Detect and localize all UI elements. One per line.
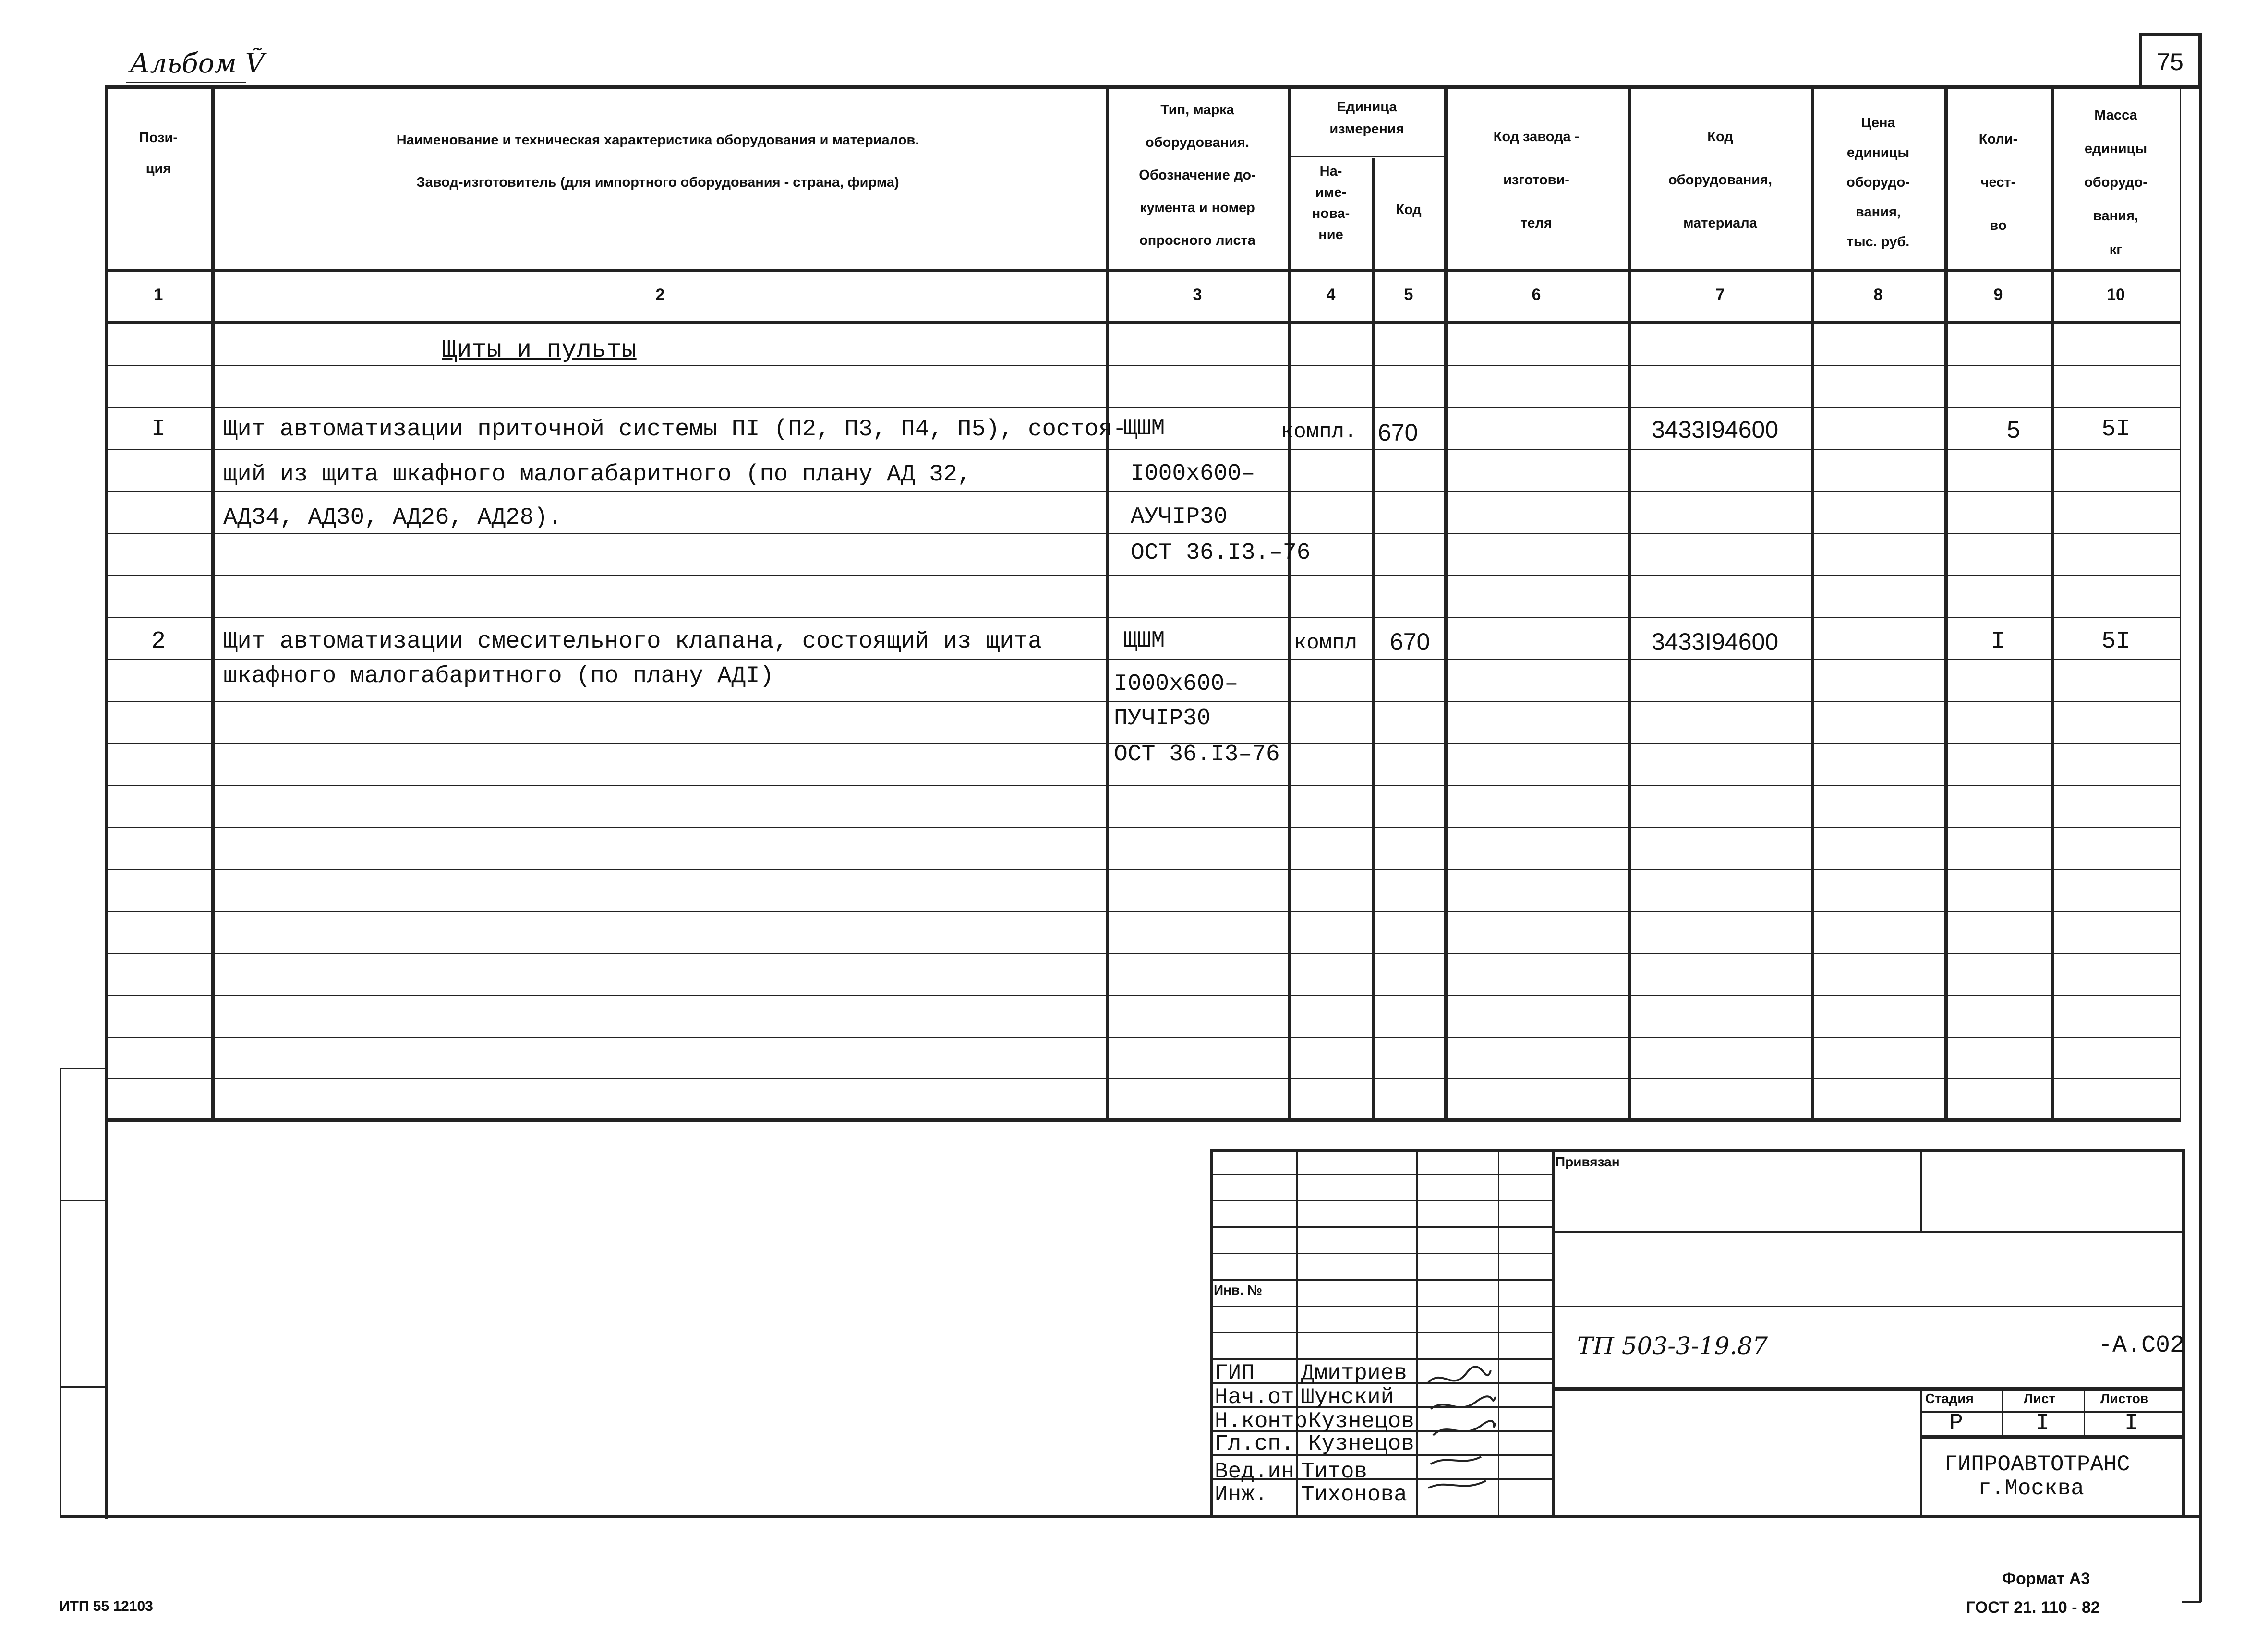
row-line — [105, 785, 2181, 786]
row-line — [105, 827, 2181, 828]
stamp-sheet-header: Лист — [2024, 1391, 2056, 1406]
header-position — [108, 122, 209, 184]
stamp-left — [1210, 1149, 1213, 1518]
col-line — [211, 85, 215, 1120]
stamp-role: Нач.от — [1215, 1385, 1294, 1410]
stamp-role: Гл.сп. — [1215, 1431, 1294, 1456]
stamp-person: Кузнецов — [1308, 1409, 1414, 1434]
item-mass: 5I — [2101, 628, 2130, 655]
header-quantity — [1946, 118, 2050, 247]
stamp-sheets: I — [2124, 1410, 2138, 1436]
row-line — [105, 701, 2181, 702]
row-line — [105, 365, 2181, 366]
item-unit: компл. — [1281, 420, 1357, 444]
frame-left — [105, 85, 108, 1519]
margin-tick — [60, 1386, 106, 1388]
stamp-col — [1920, 1387, 1922, 1517]
item-quantity: 5 — [2007, 416, 2020, 443]
colnum-bottom — [105, 321, 2181, 324]
header-text: Тип, марка оборудования. Обозначение до- кумента и номер опросного листа — [1139, 102, 1256, 248]
item-position: I — [151, 416, 166, 443]
stamp-col — [1296, 1149, 1298, 1518]
item-mass: 5I — [2101, 416, 2130, 443]
item-type-line: I000x600– — [1114, 671, 1239, 697]
stamp-row-line — [1210, 1279, 1552, 1281]
stamp-role: ГИП — [1215, 1361, 1255, 1386]
stamp-privyazan: Привязан — [1556, 1154, 1620, 1169]
stamp-line — [1552, 1306, 2183, 1307]
header-mass — [2053, 98, 2179, 266]
header-bottom — [105, 269, 2181, 272]
stamp-org: ГИПРОАВТОТРАНС — [1944, 1452, 2130, 1477]
stamp-inv: Инв. № — [1214, 1283, 1263, 1297]
stamp-role: Вед.ин — [1215, 1459, 1294, 1484]
stamp-doc-code: ТП 503-3-19.87 — [1577, 1332, 1768, 1360]
header-text: Код оборудования, материала — [1668, 129, 1773, 231]
row-line — [105, 407, 2181, 408]
frame-bottom — [60, 1515, 2201, 1518]
header-text: Коли- чест- во — [1978, 132, 2018, 233]
footer-left: ИТП 55 12103 — [60, 1598, 153, 1614]
stamp-person: Дмитриев — [1301, 1361, 1407, 1386]
stamp-line — [1552, 1231, 2183, 1233]
album-underline — [126, 82, 246, 83]
item-type-line: ЩШМ — [1123, 416, 1165, 442]
header-text: Масса единицы оборудо- вания, кг — [2084, 108, 2147, 257]
stamp-person: Шунский — [1301, 1385, 1394, 1410]
row-line — [105, 491, 2181, 492]
item-name-line: АД34, АД30, АД26, АД28). — [223, 504, 562, 531]
page-number: 75 — [2157, 48, 2184, 75]
stamp-city: г.Москва — [1978, 1476, 2084, 1501]
stamp-person: Титов — [1301, 1459, 1368, 1484]
item-name-line: Щит автоматизации смесительного клапана, состоящий из щита — [223, 628, 1042, 655]
unit-group-line — [1288, 156, 1444, 157]
header-unit-code — [1374, 194, 1443, 225]
row-line — [105, 1118, 2181, 1122]
item-type-line: I000x600– — [1131, 461, 1255, 487]
row-line — [105, 659, 2181, 660]
item-equip-code: 3433I94600 — [1652, 628, 1779, 655]
album-label: Альбом Ṽ — [130, 48, 265, 79]
stamp-sheets-header: Листов — [2100, 1391, 2149, 1406]
stamp-row-line — [1210, 1253, 1552, 1254]
col-num: 6 — [1532, 286, 1541, 304]
stamp-doc-suffix: -А.С02 — [2098, 1332, 2185, 1359]
header-text: Код завода - изготови- теля — [1493, 129, 1580, 231]
stamp-person: Кузнецов — [1308, 1431, 1414, 1456]
row-line — [105, 533, 2181, 534]
col-num: 4 — [1326, 286, 1336, 304]
stamp-row-line — [1210, 1226, 1552, 1228]
stamp-line — [1552, 1387, 2183, 1391]
col-num: 2 — [655, 286, 665, 304]
row-line — [105, 449, 2181, 450]
header-unit-group — [1291, 96, 1443, 140]
header-type — [1108, 94, 1287, 257]
item-name-line: Щит автоматизации приточной системы ПI (П2, П3, П4, П5), состоя- — [223, 416, 1127, 443]
frame-corner — [2182, 1601, 2201, 1603]
row-line — [105, 995, 2181, 996]
item-equip-code: 3433I94600 — [1652, 416, 1779, 443]
col-num: 3 — [1193, 286, 1202, 304]
header-text: Единица измерения — [1329, 99, 1404, 137]
signature-icon — [1419, 1363, 1500, 1507]
col-line — [2180, 85, 2181, 1120]
section-title: Щиты и пульты — [442, 336, 637, 364]
stamp-mid — [1552, 1149, 1555, 1518]
col-num: 7 — [1715, 286, 1725, 304]
stamp-col — [1416, 1149, 1418, 1518]
col-num: 9 — [1993, 286, 2003, 304]
col-num: 1 — [154, 286, 163, 304]
stamp-row-line — [1210, 1332, 1552, 1333]
item-unit-code: 670 — [1390, 628, 1430, 655]
stamp-row-line — [1210, 1358, 1552, 1360]
row-line — [105, 1037, 2181, 1038]
item-name-line: щий из щита шкафного малогабаритного (по плану АД 32, — [223, 461, 972, 488]
item-type-line: ОСТ 36.I3–76 — [1114, 742, 1280, 768]
item-type-line: ОСТ 36.I3.–76 — [1131, 540, 1311, 566]
stamp-person: Тихонова — [1301, 1482, 1407, 1507]
header-price — [1813, 108, 1943, 257]
item-type-line: АУЧIР30 — [1131, 504, 1228, 530]
header-factory-code — [1446, 115, 1627, 245]
header-unit-name — [1291, 161, 1371, 245]
item-position: 2 — [151, 628, 166, 655]
footer-format: Формат А3 — [2002, 1570, 2090, 1588]
margin-line — [60, 1068, 61, 1517]
row-line — [105, 869, 2181, 870]
row-line — [105, 575, 2181, 576]
row-line — [105, 953, 2181, 954]
stamp-role: Инж. — [1215, 1482, 1268, 1507]
item-quantity: I — [1991, 628, 2005, 655]
row-line — [105, 1078, 2181, 1079]
stamp-row-line — [1210, 1200, 1552, 1201]
header-text: Наименование и техническая характеристика оборудования и материалов. Завод-изготовитель (для импортного оборудования - страна, фирма) — [396, 132, 919, 190]
col-num: 8 — [1873, 286, 1883, 304]
stamp-top — [1210, 1149, 2184, 1152]
stamp-stage: Р — [1949, 1410, 1963, 1436]
margin-tick — [60, 1200, 106, 1201]
item-unit-code: 670 — [1378, 419, 1418, 446]
col-num: 10 — [2107, 286, 2125, 304]
stamp-row-line — [1210, 1306, 1552, 1307]
header-text: Код — [1396, 202, 1422, 217]
header-text: Цена единицы оборудо- вания, тыс. руб. — [1846, 115, 1910, 250]
item-type-line: ЩШМ — [1123, 628, 1165, 654]
col-num: 5 — [1404, 286, 1413, 304]
header-name — [216, 130, 1099, 193]
item-unit: компл — [1294, 631, 1358, 655]
margin-tick — [60, 1068, 106, 1069]
row-line — [105, 617, 2181, 618]
stamp-stage-header: Стадия — [1925, 1391, 1974, 1406]
stamp-col — [1920, 1149, 1922, 1233]
row-line — [105, 911, 2181, 912]
stamp-role: Н.контр — [1215, 1409, 1308, 1434]
frame-right — [2199, 33, 2202, 1602]
footer-gost: ГОСТ 21. 110 - 82 — [1966, 1598, 2100, 1617]
frame-top — [105, 85, 2202, 89]
header-equip-code — [1630, 115, 1810, 245]
item-name-line: шкафного малогабаритного (по плану АДI) — [223, 662, 774, 689]
header-text: Пози- ция — [139, 130, 178, 176]
header-text: На- име- нова- ние — [1312, 164, 1350, 242]
stamp-row-line — [1210, 1174, 1552, 1175]
item-type-line: ПУЧIР30 — [1114, 706, 1211, 732]
stamp-sheet: I — [2036, 1410, 2050, 1436]
